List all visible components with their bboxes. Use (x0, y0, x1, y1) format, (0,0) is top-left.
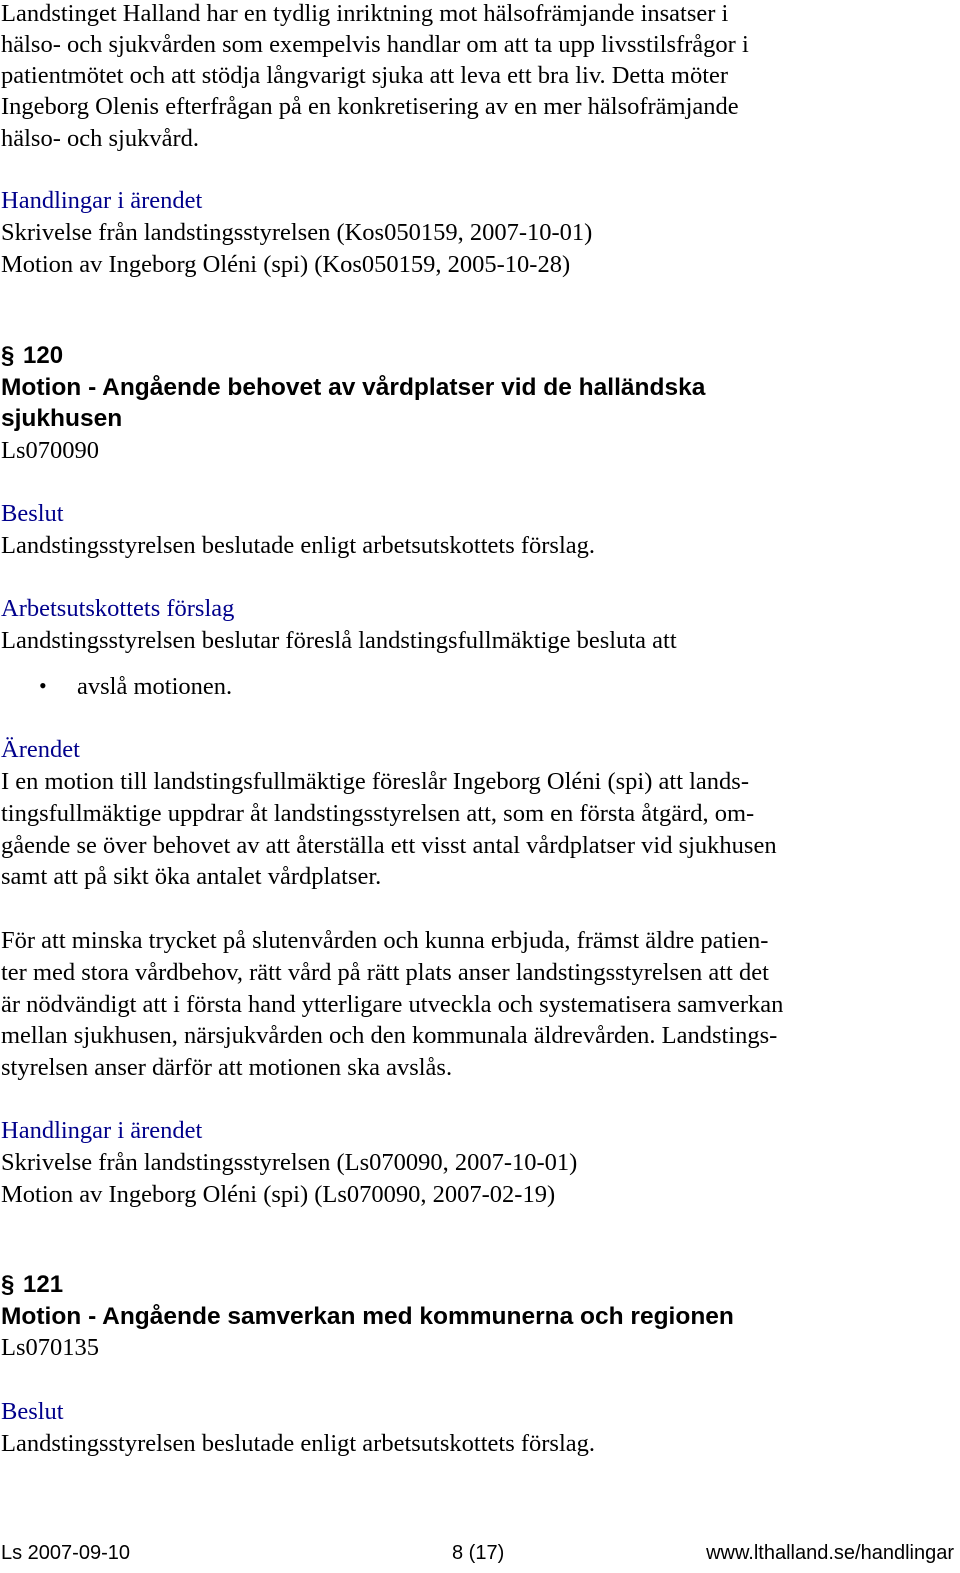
document-item: Skrivelse från landstingsstyrelsen (Kos050159, 2007-10-01) (1, 219, 593, 246)
matter-line: I en motion till landstingsfullmäktige föreslår Ingeborg Oléni (spi) att lands- (1, 768, 750, 795)
case-121-title: Motion - Angående samverkan med kommunerna och regionen (1, 1303, 734, 1330)
case-number: 121 (23, 1271, 64, 1298)
matter-line: är nödvändigt att i första hand ytterligare utveckla och systematisera samverkan (1, 991, 784, 1018)
intro-line: hälso- och sjukvården som exempelvis handlar om att ta upp livsstilsfrågor i (1, 31, 749, 58)
case-120-title-line: sjukhusen (1, 405, 123, 432)
documents-heading: Handlingar i ärendet (1, 1117, 203, 1144)
document-item: Motion av Ingeborg Oléni (spi) (Ls070090, 2007-02-19) (1, 1181, 556, 1208)
matter-line: gående se över behovet av att återställa ett visst antal vårdplatser vid sjukhusen (1, 832, 777, 859)
decision-text: Landstingsstyrelsen beslutade enligt arbetsutskottets förslag. (1, 1430, 596, 1457)
document-item: Skrivelse från landstingsstyrelsen (Ls070090, 2007-10-01) (1, 1149, 578, 1176)
case-121-reference: Ls070135 (1, 1334, 99, 1361)
document-item: Motion av Ingeborg Oléni (spi) (Kos050159, 2005-10-28) (1, 251, 571, 278)
proposal-bullet-item: avslå motionen. (77, 673, 233, 700)
decision-heading: Beslut (1, 1398, 64, 1425)
footer-page-number: 8 (17) (452, 1542, 505, 1564)
matter-line: mellan sjukhusen, närsjukvården och den kommunala äldrevården. Landstings- (1, 1022, 778, 1049)
footer-date: Ls 2007-09-10 (1, 1542, 130, 1564)
matter-line: samt att på sikt öka antalet vårdplatser. (1, 863, 382, 890)
intro-line: patientmötet och att stödja långvarigt sjuka att leva ett bra liv. Detta möter (1, 62, 729, 89)
case-number: 120 (23, 342, 64, 369)
intro-line: hälso- och sjukvård. (1, 125, 199, 152)
decision-heading: Beslut (1, 500, 64, 527)
decision-text: Landstingsstyrelsen beslutade enligt arbetsutskottets förslag. (1, 532, 596, 559)
case-121-number (1, 1269, 63, 1301)
matter-line: ter med stora vårdbehov, rätt vård på rätt plats anser landstingsstyrelsen att det (1, 959, 769, 986)
case-120-title-line: Motion - Angående behovet av vårdplatser vid de halländska (1, 374, 706, 401)
proposal-heading: Arbetsutskottets förslag (1, 595, 235, 622)
documents-heading: Handlingar i ärendet (1, 187, 203, 214)
matter-line: tingsfullmäktige uppdrar åt landstingsstyrelsen att, som en första åtgärd, om- (1, 800, 755, 827)
intro-line: Ingeborg Olenis efterfrågan på en konkretisering av en mer hälsofrämjande (1, 93, 739, 120)
case-120-number (1, 340, 63, 372)
proposal-text: Landstingsstyrelsen beslutar föreslå landstingsfullmäktige besluta att (1, 627, 677, 654)
paragraph-icon: § (1, 1271, 15, 1298)
intro-line: Landstinget Halland har en tydlig inriktning mot hälsofrämjande insatser i (1, 0, 729, 27)
matter-line: För att minska trycket på slutenvården och kunna erbjuda, främst äldre patien- (1, 927, 769, 954)
bullet-icon: • (39, 673, 47, 698)
paragraph-icon: § (1, 342, 15, 369)
footer-link[interactable]: www.lthalland.se/handlingar (706, 1542, 954, 1564)
matter-heading: Ärendet (1, 736, 80, 763)
case-120-reference: Ls070090 (1, 437, 99, 464)
matter-line: styrelsen anser därför att motionen ska avslås. (1, 1054, 453, 1081)
